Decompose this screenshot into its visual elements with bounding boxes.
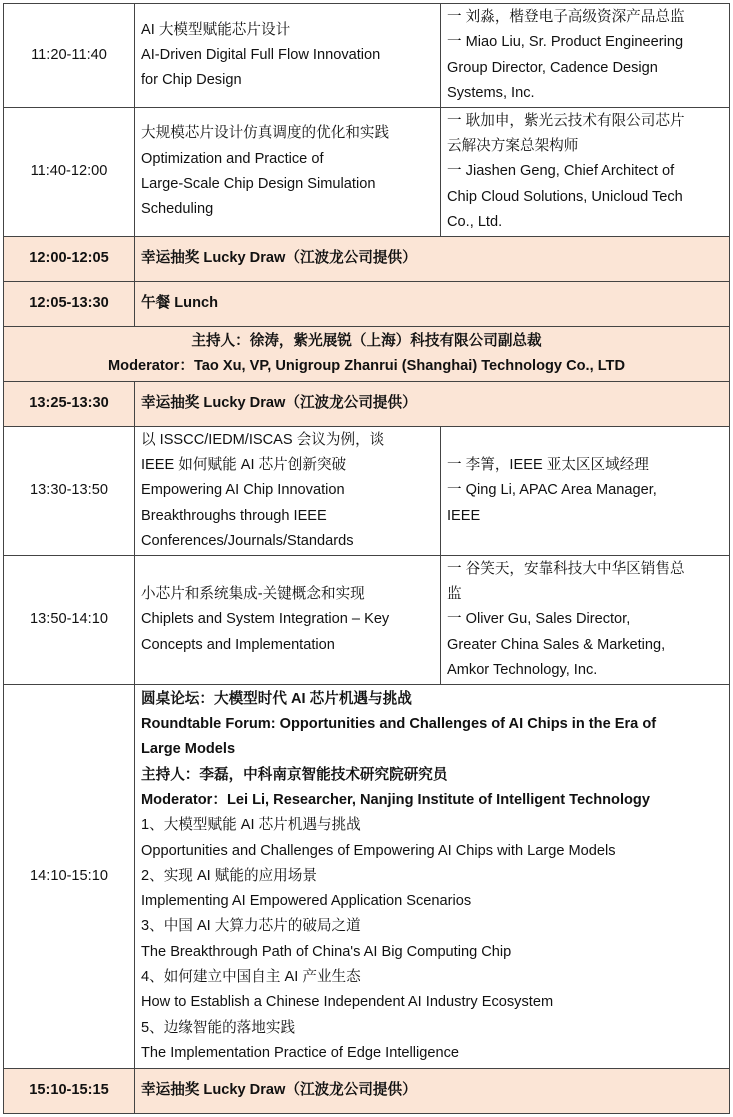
roundtable-moderator-en: Moderator：Lei Li, Researcher, Nanjing Institute of Intelligent Technology <box>141 791 650 808</box>
title-line: Chiplets and System Integration – Key <box>141 611 390 628</box>
title-line: 以 ISSCC/IEDM/ISCAS 会议为例，谈 <box>141 431 385 448</box>
speaker-line: 一 谷笑天，安靠科技大中华区销售总 <box>447 560 685 577</box>
title-line: AI-Driven Digital Full Flow Innovation <box>141 46 381 63</box>
topic-line: 5、边缘智能的落地实践 <box>141 1019 296 1036</box>
speaker-line: 一 耿加申，紫光云技术有限公司芯片 <box>447 112 685 129</box>
speaker-line: 一 Miao Liu, Sr. Product Engineering <box>447 34 684 51</box>
agenda-table <box>3 3 730 1114</box>
title-line: Breakthroughs through IEEE <box>141 507 327 524</box>
lunch-row <box>4 282 730 327</box>
lucky-draw-time: 12:00-12:05 <box>4 237 135 282</box>
session-speaker <box>441 108 730 237</box>
roundtable-row <box>4 685 730 1069</box>
title-line: Empowering AI Chip Innovation <box>141 482 345 499</box>
lucky-draw-label: 幸运抽奖 Lucky Draw（江波龙公司提供） <box>135 1069 730 1114</box>
topic-line: The Implementation Practice of Edge Intelligence <box>141 1044 459 1061</box>
speaker-line: IEEE <box>447 507 481 524</box>
moderator-cn: 主持人：徐涛，紫光展锐（上海）科技有限公司副总裁 <box>191 332 542 349</box>
title-line: Conferences/Journals/Standards <box>141 532 354 549</box>
topic-line: 4、如何建立中国自主 AI 产业生态 <box>141 969 361 986</box>
title-line: IEEE 如何赋能 AI 芯片创新突破 <box>141 457 347 474</box>
lucky-draw-label: 幸运抽奖 Lucky Draw（江波龙公司提供） <box>135 382 730 427</box>
roundtable-time: 14:10-15:10 <box>4 685 135 1069</box>
topic-line: 1、大模型赋能 AI 芯片机遇与挑战 <box>141 817 361 834</box>
lucky-draw-row <box>4 382 730 427</box>
session-time: 13:30-13:50 <box>4 427 135 556</box>
session-row <box>4 4 730 108</box>
title-line: AI 大模型赋能芯片设计 <box>141 21 291 38</box>
topic-line: Opportunities and Challenges of Empowering AI Chips with Large Models <box>141 842 616 859</box>
lucky-draw-row <box>4 1069 730 1114</box>
session-row <box>4 108 730 237</box>
session-time: 11:20-11:40 <box>4 4 135 108</box>
speaker-line: Amkor Technology, Inc. <box>447 661 598 678</box>
speaker-line: 云解决方案总架构师 <box>447 138 579 155</box>
moderator-cell <box>4 327 730 382</box>
title-line: 小芯片和系统集成-关键概念和实现 <box>141 586 365 603</box>
title-line: Large-Scale Chip Design Simulation <box>141 176 376 192</box>
session-time: 11:40-12:00 <box>4 108 135 237</box>
session-title <box>135 4 441 108</box>
roundtable-content <box>135 685 730 1069</box>
title-line: 大规模芯片设计仿真调度的优化和实践 <box>141 125 390 142</box>
topic-line: 3、中国 AI 大算力芯片的破局之道 <box>141 918 361 935</box>
speaker-line: Greater China Sales & Marketing, <box>447 636 666 653</box>
roundtable-title-en: Large Models <box>141 741 236 758</box>
title-line: for Chip Design <box>141 72 242 89</box>
moderator-en: Moderator：Tao Xu, VP, Unigroup Zhanrui (Shanghai) Technology Co., LTD <box>108 358 625 374</box>
session-speaker <box>441 556 730 685</box>
speaker-line: 监 <box>447 586 462 603</box>
roundtable-title-en: Roundtable Forum: Opportunities and Challenges of AI Chips in the Era of <box>141 716 657 733</box>
session-title <box>135 427 441 556</box>
session-title <box>135 556 441 685</box>
lucky-draw-time: 13:25-13:30 <box>4 382 135 427</box>
session-speaker <box>441 427 730 556</box>
session-row <box>4 556 730 685</box>
session-row <box>4 427 730 556</box>
speaker-line: 一 Qing Li, APAC Area Manager, <box>447 482 657 499</box>
topic-line: Implementing AI Empowered Application Scenarios <box>141 893 472 910</box>
speaker-line: 一 Oliver Gu, Sales Director, <box>447 611 631 628</box>
title-line: Optimization and Practice of <box>141 150 324 167</box>
speaker-line: Group Director, Cadence Design <box>447 59 658 76</box>
topic-line: How to Establish a Chinese Independent AI Industry Ecosystem <box>141 994 554 1011</box>
speaker-line: Systems, Inc. <box>447 84 535 101</box>
speaker-line: Co., Ltd. <box>447 213 503 230</box>
title-line: Scheduling <box>141 201 214 218</box>
roundtable-moderator-cn: 主持人：李磊，中科南京智能技术研究院研究员 <box>141 766 448 783</box>
lunch-label: 午餐 Lunch <box>135 282 730 327</box>
topic-line: The Breakthrough Path of China's AI Big Computing Chip <box>141 943 512 960</box>
roundtable-title-cn: 圆桌论坛：大模型时代 AI 芯片机遇与挑战 <box>141 690 412 707</box>
session-speaker <box>441 4 730 108</box>
topic-line: 2、实现 AI 赋能的应用场景 <box>141 867 317 884</box>
lucky-draw-row <box>4 237 730 282</box>
speaker-line: 一 Jiashen Geng, Chief Architect of <box>447 163 675 180</box>
speaker-line: 一 刘淼，楷登电子高级资深产品总监 <box>447 8 685 25</box>
lucky-draw-label: 幸运抽奖 Lucky Draw（江波龙公司提供） <box>135 237 730 282</box>
speaker-line: 一 李箐，IEEE 亚太区区域经理 <box>447 457 649 474</box>
session-title <box>135 108 441 237</box>
title-line: Concepts and Implementation <box>141 636 335 653</box>
speaker-line: Chip Cloud Solutions, Unicloud Tech <box>447 188 683 205</box>
session-time: 13:50-14:10 <box>4 556 135 685</box>
lucky-draw-time: 15:10-15:15 <box>4 1069 135 1114</box>
lunch-time: 12:05-13:30 <box>4 282 135 327</box>
moderator-row <box>4 327 730 382</box>
